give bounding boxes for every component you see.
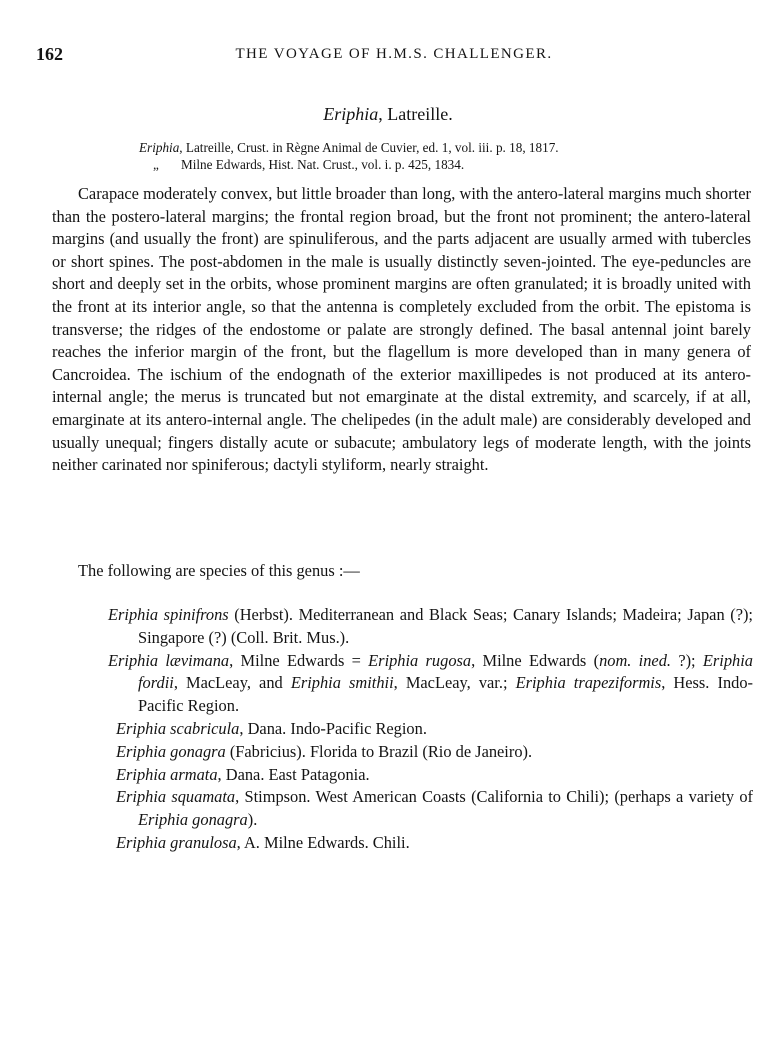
reference-line (139, 156, 749, 173)
species-details: ?); (671, 650, 703, 670)
reference-text: , Latreille, Crust. in Règne Animal de Cuvier, ed. 1, vol. iii. p. 18, 1817. (179, 140, 559, 155)
species-details: , A. Milne Edwards. Chili. (236, 832, 410, 852)
species-details: , Dana. East Patagonia. (217, 764, 370, 784)
species-details: , Stimpson. West American Coasts (California to Chili); (perhaps a variety of (235, 787, 753, 807)
ditto-mark: „ (153, 157, 159, 172)
genus-name: Eriphia (323, 104, 379, 124)
page-number: 162 (36, 44, 63, 64)
running-title: THE VOYAGE OF H.M.S. CHALLENGER. (235, 46, 553, 62)
species-name: Eriphia lævimana (108, 650, 230, 670)
genus-heading (0, 104, 776, 125)
species-name: Eriphia armata (116, 764, 218, 784)
synonym-name: Eriphia rugosa (368, 650, 472, 670)
species-list (108, 604, 753, 855)
synonym-name: Eriphia gonagra (138, 810, 248, 830)
description-paragraph: Carapace moderately convex, but little broader than long, with the antero-lateral margins much shorter than the postero-lateral margins; the frontal region broad, but the front not prominent; the antero-lateral margins (and usually the front) are spinuliferous, and the parts adjacent are usually armed with tubercles or short spines. The post-abdomen in the male is usually distinctly seven-jointed. The eye-peduncles are short and deeply set in the orbits, whose prominent margins are often granulated; it is broadly united with the front at its interior angle, so that the antenna is completely excluded from the orbit. The epistoma is transverse; the ridges of the endostome or palate are strongly defined. The basal antennal joint barely reaches the inferior margin of the front, but the flagellum is more developed than in many genera of Cancroidea. The ischium of the endognath of the exterior maxillipedes is not produced at its antero-internal angle; the merus is truncated but not emarginate at the distal extremity, and scarcely, if at all, emarginate at its antero-internal angle. The chelipedes (in the adult male) are considerably developed and usually unequal; fingers distally acute or subacute; ambulatory legs of moderate length, with the joints neither carinated nor spiniferous; dactyli styliform, nearly straight. (52, 184, 751, 475)
species-entry (108, 718, 753, 741)
running-head (36, 44, 750, 70)
species-name: Eriphia granulosa (116, 832, 237, 852)
synonymy-references (139, 139, 749, 173)
species-details: , Milne Edwards ( (471, 650, 600, 670)
species-entry (108, 832, 753, 855)
species-details: ). (247, 810, 258, 830)
species-entry (108, 741, 753, 764)
species-entry (108, 764, 753, 787)
reference-text: Milne Edwards, Hist. Nat. Crust., vol. i. p. 425, 1834. (181, 157, 465, 172)
species-details: , Hess. Indo-Pacific Region. (138, 673, 753, 716)
synonym-name: Eriphia trapeziformis (515, 673, 662, 693)
species-details: (Herbst). Mediterranean and Black Seas; Canary Islands; Madeira; Japan (?); Singapore (?) (Coll. Brit. Mus.). (138, 605, 753, 647)
reference-line (139, 139, 749, 156)
synonym-name: Eriphia fordii (138, 650, 753, 693)
species-intro: The following are species of this genus :— (78, 561, 360, 580)
genus-description (52, 183, 751, 477)
species-name: Eriphia scabricula (116, 718, 240, 738)
species-details: , MacLeay, and (173, 673, 291, 693)
species-name: Eriphia squamata (116, 787, 236, 807)
species-details: (Fabricius). Florida to Brazil (Rio de Janeiro). (225, 741, 533, 761)
species-name: Eriphia spinifrons (108, 605, 229, 624)
synonym-name: Eriphia smithii (290, 673, 394, 693)
nomenclature-note: nom. ined. (599, 650, 672, 670)
species-entry (108, 650, 753, 718)
species-details: , Milne Edwards = (229, 650, 369, 670)
species-details: , MacLeay, var.; (393, 673, 516, 693)
species-entry (108, 604, 753, 650)
species-entry (108, 786, 753, 832)
species-name: Eriphia gonagra (116, 741, 226, 761)
reference-genus: Eriphia (139, 140, 180, 155)
genus-authority: , Latreille. (378, 104, 453, 124)
species-details: , Dana. Indo-Pacific Region. (239, 718, 427, 738)
